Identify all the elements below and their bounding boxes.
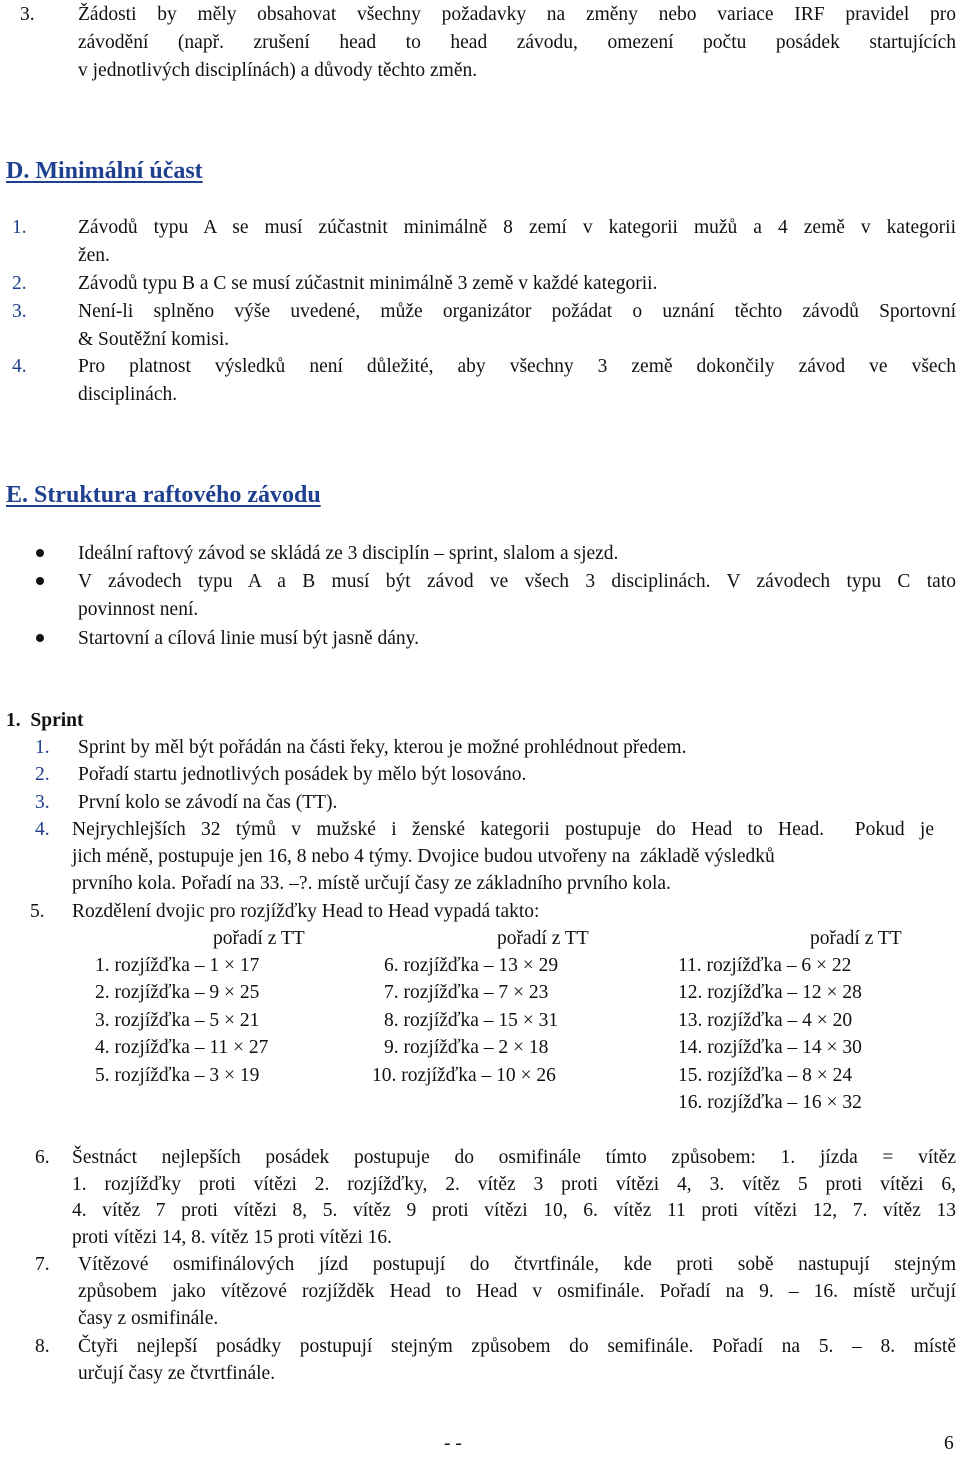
sprint-item-1-line-1: Sprint by měl být pořádán na části řeky, kterou je možné prohlédnout předem. — [78, 737, 687, 758]
e-bullet-2-line-1: V závodech typu A a B musí být závod ve všech 3 disciplinách. V závodech typu C tato — [78, 571, 956, 592]
d-item-2-line-1: Závodů typu B a C se musí zúčastnit minimálně 3 země v každé kategorii. — [78, 273, 658, 294]
table-cell: 13. rozjížďka – 4 × 20 — [678, 1010, 853, 1031]
e-bullet-2-line-2: povinnost není. — [78, 599, 199, 620]
d-item-3-line-1: Není-li splněno výše uvedené, může organizátor požádat o uznání těchto závodů Sportovní — [78, 301, 956, 322]
table-cell: 16. rozjížďka – 16 × 32 — [678, 1092, 862, 1113]
d-item-1-line-2: žen. — [78, 245, 110, 266]
sprint-item-4-line-1: Nejrychlejších 32 týmů v mužské i ženské kategorii postupuje do Head to Head. Pokud je — [72, 819, 934, 840]
sprint-item-5-number: 5. — [30, 901, 45, 922]
sprint-item-8-line-2: určují časy ze čtvrtfinále. — [78, 1363, 276, 1384]
table-cell: 3. rozjížďka – 5 × 21 — [95, 1010, 260, 1031]
sprint-item-6-line-1: Šestnáct nejlepších posádek postupuje do osmifinále tímto způsobem: 1. jízda = vítěz — [72, 1147, 956, 1168]
sprint-item-4-number: 4. — [35, 819, 50, 840]
sprint-item-6-line-3: 4. vítěz 7 proti vítězi 8, 5. vítěz 9 proti vítězi 10, 6. vítěz 11 proti vítězi 12, 7. vítěz 13 — [72, 1200, 956, 1221]
e-bullet-3-line-1: Startovní a cílová linie musí být jasně dány. — [78, 628, 420, 649]
d-item-4-number: 4. — [12, 356, 27, 377]
sprint-item-4-line-3: prvního kola. Pořadí na 33. –?. místě určují časy ze základního prvního kola. — [72, 873, 671, 894]
table-cell: 11. rozjížďka – 6 × 22 — [678, 955, 852, 976]
d-item-1-number: 1. — [12, 217, 27, 238]
intro-number: 3. — [20, 4, 35, 25]
table-cell: 15. rozjížďka – 8 × 24 — [678, 1065, 853, 1086]
sprint-item-7-line-1: Vítězové osmifinálových jízd postupují do čtvrtfinále, kde proti sobě nastupují stejným — [78, 1254, 956, 1275]
table-header-3: pořadí z TT — [810, 928, 902, 949]
sprint-item-4-line-2: jich méně, postupuje jen 16, 8 nebo 4 týmy. Dvojice budou utvořeny na základě výsledků — [72, 846, 775, 867]
intro-line-1: Žádosti by měly obsahovat všechny požadavky na změny nebo variace IRF pravidel pro — [78, 4, 956, 25]
sprint-item-1-number: 1. — [35, 737, 50, 758]
table-cell: 5. rozjížďka – 3 × 19 — [95, 1065, 260, 1086]
page-number: 6 — [944, 1433, 954, 1454]
d-item-4-line-2: disciplinách. — [78, 384, 178, 405]
sprint-item-7-number: 7. — [35, 1254, 50, 1275]
intro-line-3: v jednotlivých disciplínách) a důvody těchto změn. — [78, 60, 478, 81]
sprint-item-2-line-1: Pořadí startu jednotlivých posádek by mělo být losováno. — [78, 764, 527, 785]
d-item-1-line-1: Závodů typu A se musí zúčastnit minimálně 8 zemí v kategorii mužů a 4 země v kategorii — [78, 217, 956, 238]
e-bullet-1-line-1: Ideální raftový závod se skládá ze 3 disciplín – sprint, slalom a sjezd. — [78, 543, 619, 564]
bullet-icon — [36, 634, 44, 642]
sprint-item-8-number: 8. — [35, 1336, 50, 1357]
section-d-heading: D. Minimální účast — [6, 158, 203, 184]
sprint-item-3-line-1: První kolo se závodí na čas (TT). — [78, 792, 338, 813]
sprint-item-6-line-4: proti vítězi 14, 8. vítěz 15 proti vítězi 16. — [72, 1227, 393, 1248]
table-header-2: pořadí z TT — [497, 928, 589, 949]
sprint-item-2-number: 2. — [35, 764, 50, 785]
bullet-icon — [36, 549, 44, 557]
sprint-item-8-line-1: Čtyři nejlepší posádky postupují stejným způsobem do semifinále. Pořadí na 5. – 8. místě — [78, 1336, 956, 1357]
sprint-heading: 1. Sprint — [6, 710, 84, 731]
sprint-item-7-line-2: způsobem jako vítězové rozjížděk Head to Head v osmifinále. Pořadí na 9. – 16. místě určují — [78, 1281, 956, 1302]
intro-line-2: závodění (např. zrušení head to head závodu, omezení počtu posádek startujících — [78, 32, 956, 53]
table-cell: 7. rozjížďka – 7 × 23 — [384, 982, 549, 1003]
section-e-heading: E. Struktura raftového závodu — [6, 482, 321, 508]
d-item-3-number: 3. — [12, 301, 27, 322]
sprint-item-3-number: 3. — [35, 792, 50, 813]
table-cell: 14. rozjížďka – 14 × 30 — [678, 1037, 862, 1058]
sprint-item-7-line-3: časy z osmifinále. — [78, 1308, 219, 1329]
sprint-item-6-line-2: 1. rozjížďky proti vítězi 2. rozjížďky, 2. vítěz 3 proti vítězi 4, 3. vítěz 5 proti vítězi 6, — [72, 1174, 956, 1195]
d-item-2-number: 2. — [12, 273, 27, 294]
page-footer-marker: - - — [444, 1433, 462, 1454]
bullet-icon — [36, 577, 44, 585]
table-cell: 9. rozjížďka – 2 × 18 — [384, 1037, 549, 1058]
table-cell: 4. rozjížďka – 11 × 27 — [95, 1037, 269, 1058]
d-item-4-line-1: Pro platnost výsledků není důležité, aby všechny 3 země dokončily závod ve všech — [78, 356, 956, 377]
d-item-3-line-2: & Soutěžní komisi. — [78, 329, 230, 350]
sprint-item-6-number: 6. — [35, 1147, 50, 1168]
table-cell: 8. rozjížďka – 15 × 31 — [384, 1010, 559, 1031]
table-cell: 2. rozjížďka – 9 × 25 — [95, 982, 260, 1003]
table-header-1: pořadí z TT — [213, 928, 305, 949]
table-cell: 10. rozjížďka – 10 × 26 — [372, 1065, 556, 1086]
table-cell: 12. rozjížďka – 12 × 28 — [678, 982, 862, 1003]
sprint-item-5-line-1: Rozdělení dvojic pro rozjížďky Head to Head vypadá takto: — [72, 901, 540, 922]
table-cell: 1. rozjížďka – 1 × 17 — [95, 955, 260, 976]
table-cell: 6. rozjížďka – 13 × 29 — [384, 955, 559, 976]
